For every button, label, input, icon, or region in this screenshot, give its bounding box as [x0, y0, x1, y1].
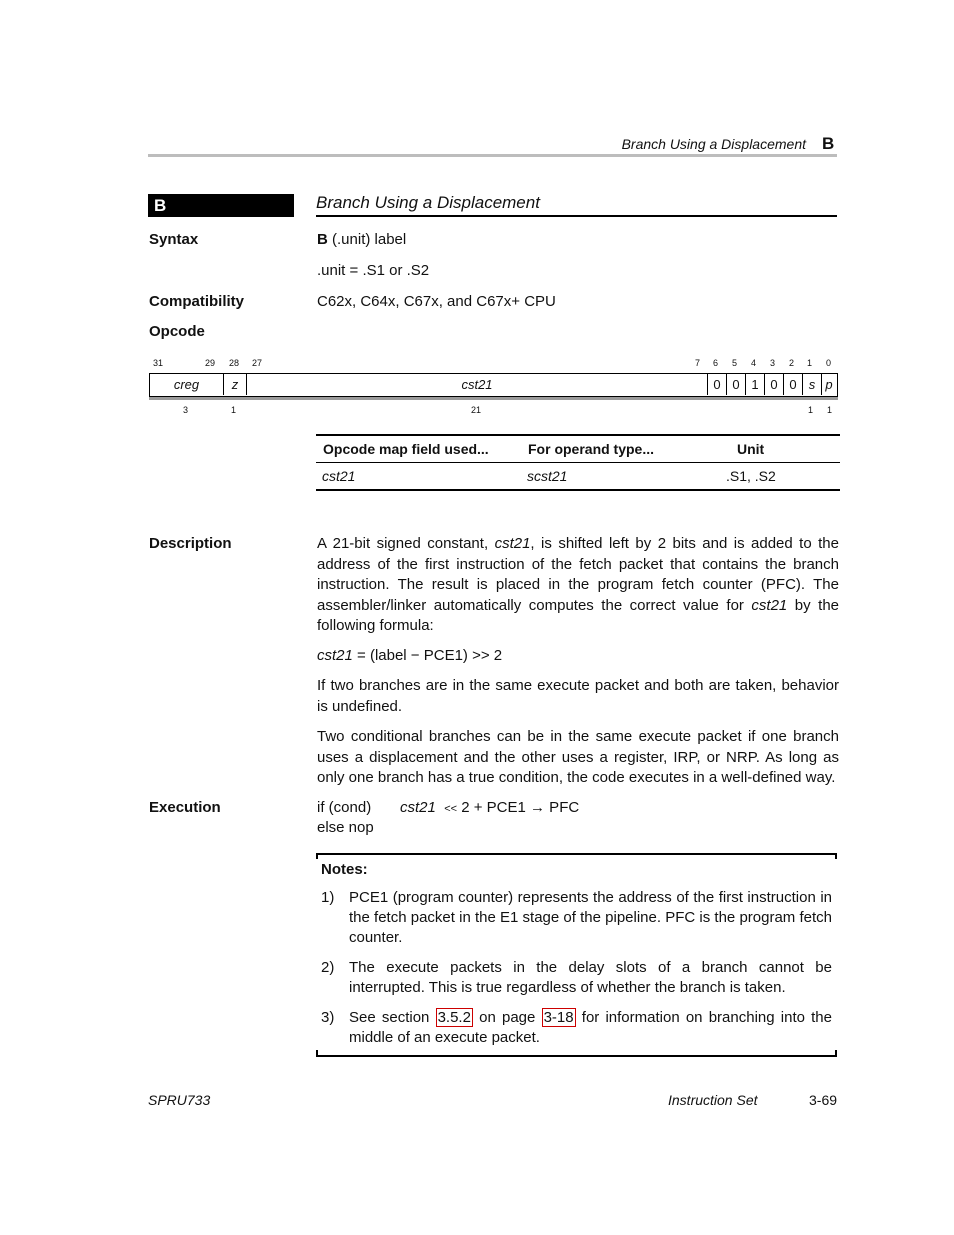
description-paragraph-2: If two branches are in the same execute packet and both are taken, behavior is undefined. [317, 677, 839, 715]
execution-condition: if (cond) [317, 799, 372, 816]
bit-number: 2 [789, 358, 795, 368]
footer-page-number: 3-69 [809, 1092, 838, 1108]
note-number: 3) [321, 1009, 335, 1026]
execution-label: Execution [149, 799, 221, 816]
table-cell: cst21 [322, 468, 356, 484]
expression-variable: cst21 [400, 799, 436, 816]
footer-doc-id: SPRU733 [148, 1092, 211, 1108]
notes-top-rule [316, 853, 837, 855]
execution-expression [400, 798, 579, 820]
register-shadow [149, 397, 838, 400]
running-header-title: Branch Using a Displacement [621, 136, 806, 152]
notes-title: Notes: [321, 861, 368, 878]
table-row [316, 463, 840, 489]
field-bit-5: 0 [727, 374, 746, 395]
note-number: 2) [321, 959, 335, 976]
bit-number: 27 [252, 358, 263, 368]
operand-name: cst21 [751, 596, 788, 614]
bit-number: 3 [770, 358, 776, 368]
header-rule [148, 154, 837, 157]
footer-chapter: Instruction Set [668, 1092, 758, 1108]
field-width: 1 [808, 405, 814, 415]
bit-number: 0 [826, 358, 832, 368]
opcode-register-diagram [149, 373, 838, 397]
running-header-letter: B [822, 134, 835, 153]
note-text [349, 1008, 832, 1048]
text-run: on page [472, 1009, 542, 1026]
field-s: s [803, 374, 822, 395]
field-width: 3 [183, 405, 189, 415]
notes-corner [316, 853, 318, 859]
description-label: Description [149, 535, 232, 552]
table-header: For operand type... [528, 441, 655, 457]
field-width: 1 [827, 405, 833, 415]
field-cst21: cst21 [247, 374, 708, 395]
notes-box [316, 853, 837, 1056]
bit-number: 4 [751, 358, 757, 368]
syntax-line [317, 230, 406, 251]
text-run: A 21-bit signed constant, [317, 535, 495, 552]
formula [317, 646, 502, 667]
description-paragraph-1 [317, 534, 839, 637]
field-p: p [825, 377, 833, 392]
field-z: z [224, 374, 247, 395]
note-number: 1) [321, 889, 335, 906]
field-creg: creg [150, 374, 224, 395]
section-link[interactable]: 3.5.2 [437, 1009, 471, 1026]
page-link[interactable]: 3-18 [543, 1009, 574, 1026]
table-cell: .S1, .S2 [726, 468, 776, 484]
bit-number: 7 [695, 358, 701, 368]
field-bit-2: 0 [784, 374, 803, 395]
section-title: Branch Using a Displacement [316, 193, 540, 212]
syntax-operands: (.unit) label [327, 231, 407, 248]
syntax-label: Syntax [149, 231, 199, 248]
bit-number: 28 [229, 358, 240, 368]
formula-expression: = (label − PCE1) >> 2 [352, 647, 503, 664]
description-paragraph-3: Two conditional branches can be in the same execute packet if one branch uses a displacement and the other uses a register, IRP, or NRP. As long as only one branch has a true condition, the code executes in a well-defined way. [317, 728, 839, 786]
bit-number: 31 [153, 358, 164, 368]
field-bit-4: 1 [746, 374, 765, 395]
notes-bottom-rule [316, 1055, 837, 1057]
formula-variable: cst21 [317, 647, 353, 664]
field-bit-3: 0 [765, 374, 784, 395]
bit-number: 6 [713, 358, 719, 368]
note-text: The execute packets in the delay slots of a branch cannot be interrupted. This is true regardless of whether the branch is taken. [349, 959, 832, 996]
operand-name: cst21 [494, 535, 531, 552]
section-rule [316, 215, 837, 217]
bit-number: 29 [205, 358, 216, 368]
field-width: 21 [471, 405, 482, 415]
text-run: by the following formula: [317, 596, 839, 634]
field-bit-6: 0 [708, 374, 727, 395]
opcode-label: Opcode [149, 323, 205, 340]
table-header: Unit [737, 441, 765, 457]
syntax-unit-line: .unit = .S1 or .S2 [317, 262, 430, 279]
shift-operator: << [444, 803, 458, 815]
execution-else: else nop [317, 819, 374, 836]
bit-number: 1 [807, 358, 813, 368]
field-width: 1 [231, 405, 237, 415]
table-cell: scst21 [527, 468, 568, 484]
syntax-mnemonic: B [317, 231, 328, 248]
text-run: See section [349, 1009, 436, 1026]
expression-rest: 2 + PCE1 → PFC [457, 799, 580, 816]
table-header: Opcode map field used... [323, 441, 489, 457]
compatibility-label: Compatibility [149, 293, 245, 310]
mnemonic-tab: B [148, 194, 294, 217]
note-text: PCE1 (program counter) represents the address of the first instruction in the fetch packet in the E1 stage of the pipeline. PFC is the program fetch counter. [349, 889, 832, 946]
text-run: for information on branching into the middle of an execute packet. [349, 1009, 832, 1046]
text-run: , is shifted left by 2 bits and is added to the address of the first instruction of the fetch packet that contains the branch instruction. The result is placed in the program fetch counter (PFC). The assembler/linker automatically computes the correct value for [317, 535, 839, 614]
table-header-row [316, 436, 840, 463]
opcode-map-table [316, 434, 840, 491]
bit-number: 5 [732, 358, 738, 368]
notes-corner [835, 853, 837, 859]
compatibility-value: C62x, C64x, C67x, and C67x+ CPU [317, 293, 556, 310]
